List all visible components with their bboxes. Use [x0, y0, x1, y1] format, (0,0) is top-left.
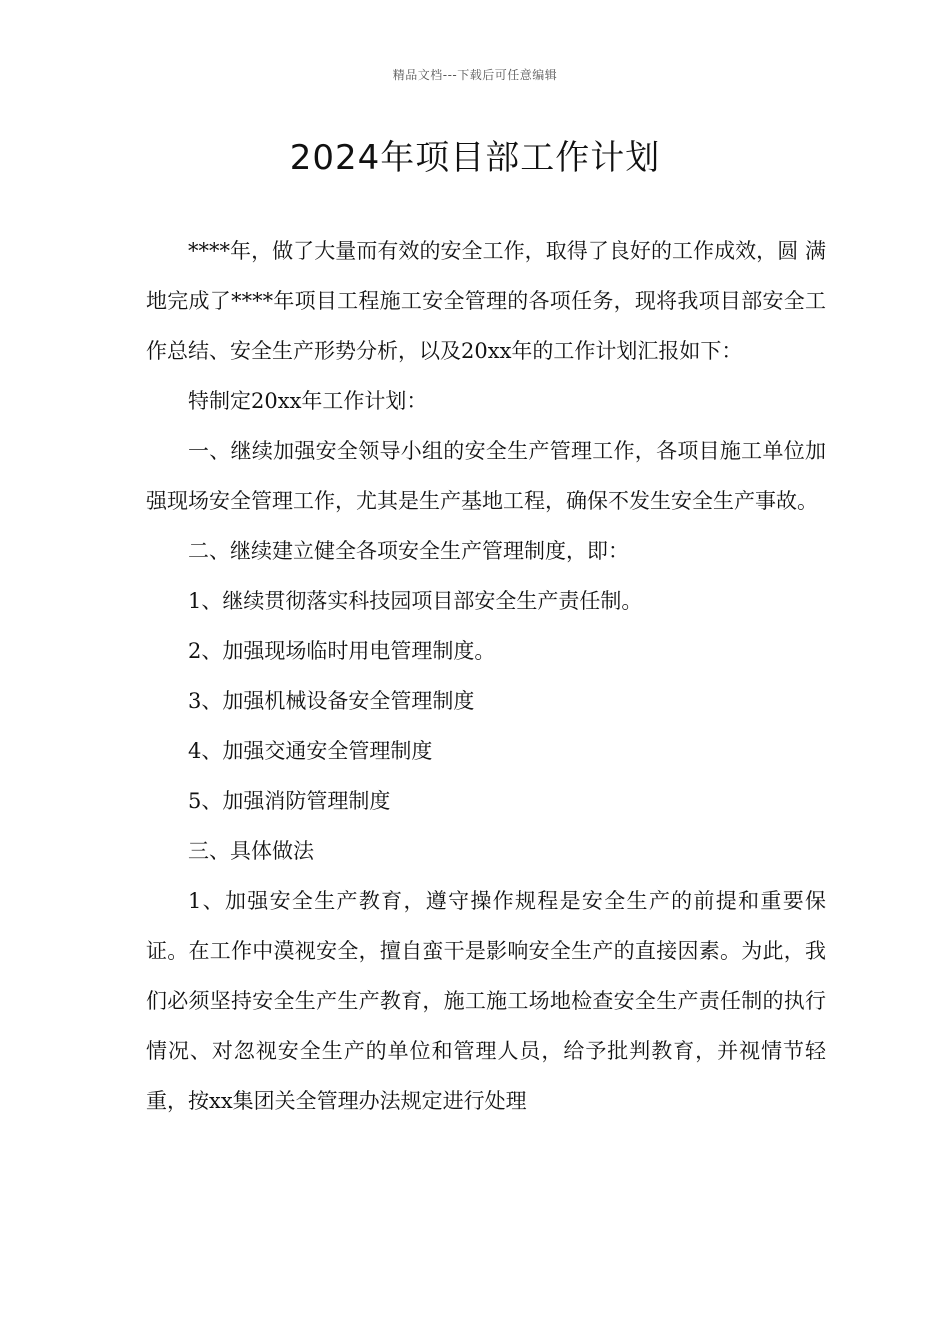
document-body — [146, 226, 826, 1126]
list-item: 5、加强消防管理制度 — [188, 789, 391, 813]
paragraph-section-2: 二、继续建立健全各项安全生产管理制度，即： — [188, 539, 629, 563]
header-note: 精品文档---下载后可任意编辑 — [392, 68, 558, 82]
paragraph-intro: ****年，做了大量而有效的安全工作，取得了良好的工作成效，圆 满地完成了****年项目工程施工安全管理的各项任务，现将我项目部安全工作总结、安全生产形势分析，以及20xx年的工作计划汇报如下： — [146, 239, 826, 363]
paragraph-section-3: 三、具体做法 — [188, 839, 314, 863]
list-item: 1、继续贯彻落实科技园项目部安全生产责任制。 — [188, 589, 643, 613]
paragraph-plan-lead: 特制定20xx年工作计划： — [188, 389, 428, 413]
paragraph-method-1: 1、加强安全生产教育，遵守操作规程是安全生产的前提和重要保证。在工作中漠视安全，擅自蛮干是影响安全生产的直接因素。为此，我们必须坚持安全生产生产教育，施工施工场地检查安全生产责任制的执行情况、对忽视安全生产的单位和管理人员，给予批判教育，并视情节轻重，按xx集团关全管理办法规定进行处理 — [146, 889, 826, 1113]
list-item: 2、加强现场临时用电管理制度。 — [188, 639, 496, 663]
list-item: 4、加强交通安全管理制度 — [188, 739, 433, 763]
list-item: 3、加强机械设备安全管理制度 — [188, 689, 475, 713]
paragraph-section-1: 一、继续加强安全领导小组的安全生产管理工作，各项目施工单位加强现场安全管理工作，尤其是生产基地工程，确保不发生安全生产事故。 — [146, 439, 826, 513]
document-title: 2024年项目部工作计划 — [289, 138, 661, 178]
